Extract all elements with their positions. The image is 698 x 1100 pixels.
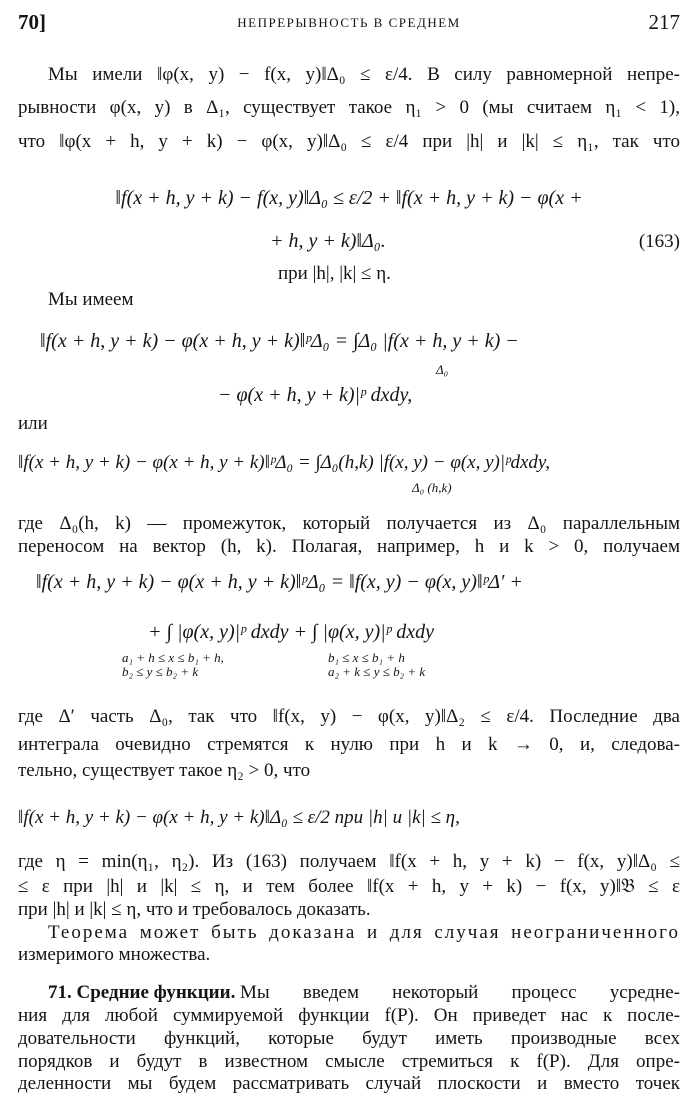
equation-number: (163) bbox=[638, 231, 680, 252]
formula-line: ‖f(x + h, y + k) − f(x, y)‖Δ₀ ≤ ε/2 + ‖f(x + h, y + k) − φ(x + bbox=[115, 187, 583, 209]
integral-limit: Δ₀ (h,k) bbox=[412, 480, 452, 495]
text-line: что ‖φ(x + h, y + k) − φ(x, y)‖Δ₀ ≤ ε/4 при |h| и |k| ≤ η₁, так что bbox=[18, 131, 680, 152]
text-line: интеграла очевидно стремятся к нулю при h и k → 0, и, следова- bbox=[18, 734, 680, 755]
text-line: довательности функций, которые будут иметь производные всех bbox=[18, 1028, 680, 1049]
text-line: Мы имеем bbox=[48, 289, 134, 310]
text-line: Мы имели ‖φ(x, y) − f(x, y)‖Δ₀ ≤ ε/4. В силу равномерной непре- bbox=[48, 64, 680, 85]
text-line: где Δ′ часть Δ₀, так что ‖f(x, y) − φ(x, y)‖Δ₂ ≤ ε/4. Последние два bbox=[18, 706, 680, 727]
text-line: Мы введем некоторый процесс усредне- bbox=[240, 982, 680, 1003]
integral-limit: a₂ + k ≤ y ≤ b₂ + k bbox=[328, 664, 426, 679]
text-line: где η = min(η₁, η₂). Из (163) получаем ‖f(x + h, y + k) − f(x, y)‖Δ₀ ≤ bbox=[18, 851, 680, 872]
text-line: или bbox=[18, 413, 48, 434]
text-line: при |h| и |k| ≤ η, что и требовалось доказать. bbox=[18, 899, 371, 920]
text-line: где Δ₀(h, k) — промежуток, который получается из Δ₀ параллельным bbox=[18, 513, 680, 534]
formula-condition: при |h|, |k| ≤ η. bbox=[278, 263, 391, 284]
text-line: рывности φ(x, y) в Δ₁, существует такое η₁ > 0 (мы считаем η₁ < 1), bbox=[18, 97, 680, 118]
running-title: НЕПРЕРЫВНОСТЬ В СРЕДНЕМ bbox=[237, 15, 461, 30]
text-line: деленности мы будем рассматривать случай плоскости и вместо точек bbox=[18, 1073, 680, 1094]
text-line: тельно, существует такое η₂ > 0, что bbox=[18, 760, 311, 781]
formula-line: ‖f(x + h, y + k) − φ(x + h, y + k)‖ᵖΔ₀ = ∫Δ₀ |f(x + h, y + k) − bbox=[40, 330, 519, 352]
section-heading bbox=[48, 980, 238, 1005]
text-line: переносом на вектор (h, k). Полагая, например, h и k > 0, получаем bbox=[18, 536, 680, 557]
section-71-title: 71. Средние функции. bbox=[48, 982, 236, 1003]
formula-line: ‖f(x + h, y + k) − φ(x + h, y + k)‖ᵖΔ₀ = ∫Δ₀(h,k) |f(x, y) − φ(x, y)|ᵖdxdy, bbox=[18, 452, 551, 473]
section-number: 70] bbox=[18, 10, 46, 34]
text-line: ния для любой суммируемой функции f(P). Он приведет нас к после- bbox=[18, 1005, 680, 1026]
integral-limit: a₁ + h ≤ x ≤ b₁ + h, bbox=[122, 650, 224, 665]
text-line: ≤ ε при |h| и |k| ≤ η, и тем более ‖f(x + h, y + k) − f(x, y)‖𝔅 ≤ ε bbox=[18, 876, 680, 897]
formula-line: + h, y + k)‖Δ₀. bbox=[270, 230, 386, 252]
formula-line: + ∫ |φ(x, y)|ᵖ dxdy + ∫ |φ(x, y)|ᵖ dxdy bbox=[148, 621, 435, 643]
page-number: 217 bbox=[648, 10, 680, 34]
text-line: Теорема может быть доказана и для случая неограниченного bbox=[48, 922, 680, 943]
formula-line: − φ(x + h, y + k)|ᵖ dxdy, bbox=[218, 384, 413, 406]
integral-limit: Δ₀ bbox=[436, 362, 449, 377]
integral-limit: b₂ ≤ y ≤ b₂ + k bbox=[122, 664, 199, 679]
text-line: измеримого множества. bbox=[18, 944, 211, 965]
formula-line: ‖f(x + h, y + k) − φ(x + h, y + k)‖Δ₀ ≤ ε/2 при |h| и |k| ≤ η, bbox=[18, 807, 460, 828]
formula-line: ‖f(x + h, y + k) − φ(x + h, y + k)‖ᵖΔ₀ = ‖f(x, y) − φ(x, y)‖ᵖΔ′ + bbox=[36, 571, 523, 593]
integral-limit: b₁ ≤ x ≤ b₁ + h bbox=[328, 650, 405, 665]
text-line: порядков и будут в известном смысле стремиться к f(P). Для опре- bbox=[18, 1051, 680, 1072]
page-header bbox=[18, 10, 680, 38]
